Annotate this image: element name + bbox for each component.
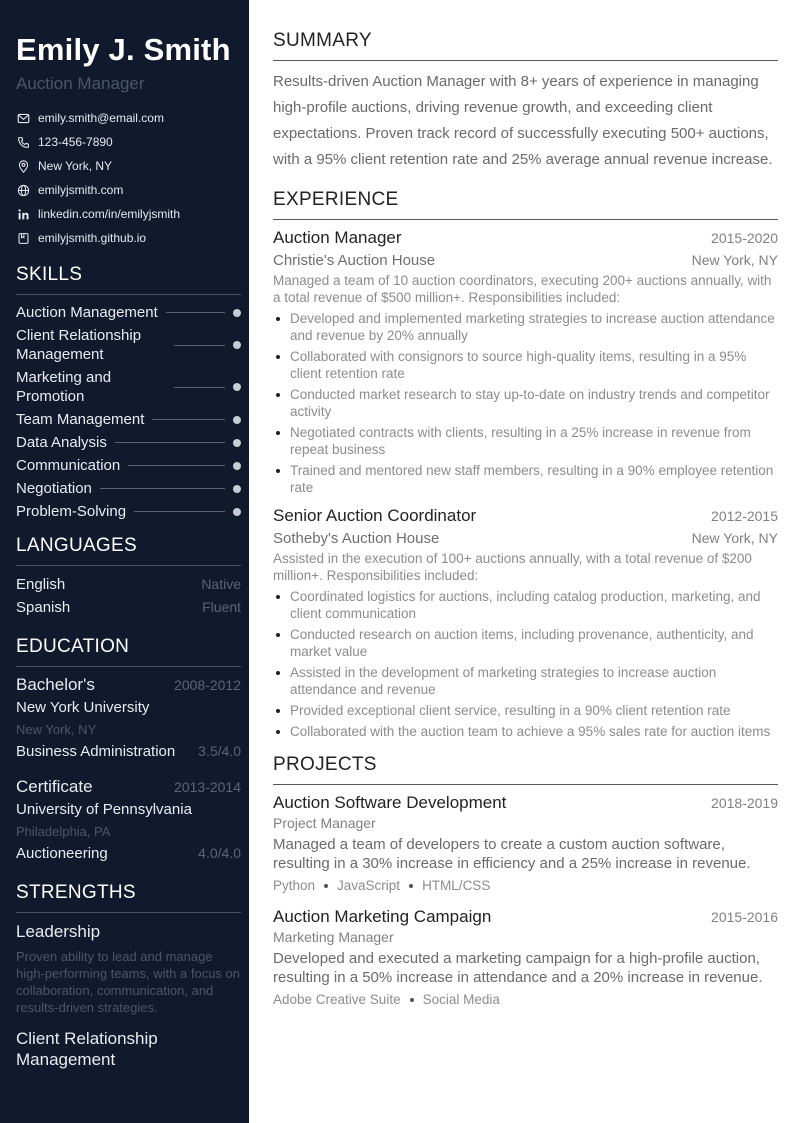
- skill-item: [16, 431, 241, 454]
- language-name: English: [16, 576, 66, 593]
- candidate-name: Emily J. Smith: [16, 32, 231, 67]
- job-bullet: Conducted market research to stay up-to-date on industry trends and competitor activity: [273, 386, 778, 420]
- project-description: Developed and executed a marketing campaign for a high-profile auction, resulting in a 50% increase in attendance and a 20% increase in revenue.: [273, 950, 763, 986]
- education-gpa: 4.0/4.0: [198, 845, 241, 861]
- skill-leader-line: [174, 387, 225, 388]
- tag-separator-dot: [409, 884, 413, 888]
- skill-label: Communication: [16, 457, 121, 474]
- job-entry: [273, 228, 778, 496]
- phone-icon: [16, 135, 30, 149]
- summary-heading: SUMMARY: [273, 30, 778, 61]
- experience-section: [273, 189, 778, 740]
- strength-title: Client Relationship Management: [16, 1029, 158, 1069]
- skill-level-dot: [233, 439, 241, 447]
- job-company: Sotheby's Auction House: [273, 530, 440, 547]
- project-description: Managed a team of developers to create a custom auction software, resulting in a 30% increase in efficiency and a 25% increase in revenue.: [273, 836, 751, 872]
- job-title: Auction Manager: [273, 228, 402, 247]
- education-dates: 2013-2014: [174, 779, 241, 795]
- job-bullets: [273, 588, 778, 740]
- skill-leader-line: [166, 312, 225, 313]
- tag-separator-dot: [324, 884, 328, 888]
- job-bullet: Collaborated with consignors to source high-quality items, resulting in a 95% client retention rate: [273, 348, 778, 382]
- project-tag: HTML/CSS: [422, 878, 491, 893]
- project-title: Auction Marketing Campaign: [273, 907, 492, 926]
- strength-item: [16, 1028, 196, 1070]
- project-role: Marketing Manager: [273, 929, 394, 945]
- project-tags: [273, 877, 778, 895]
- education-dates: 2008-2012: [174, 677, 241, 693]
- contact-phone-text: 123-456-7890: [38, 135, 113, 149]
- language-item: [16, 573, 241, 596]
- sidebar: [0, 0, 249, 1123]
- job-company: Christie's Auction House: [273, 252, 436, 269]
- skill-leader-line: [174, 345, 225, 346]
- project-entry: [273, 793, 778, 895]
- skill-item: [16, 500, 241, 523]
- job-bullet: Provided exceptional client service, resulting in a 90% client retention rate: [273, 702, 778, 719]
- skill-level-dot: [233, 508, 241, 516]
- skill-label: Data Analysis: [16, 434, 107, 451]
- strength-title: Leadership: [16, 922, 101, 941]
- job-location: New York, NY: [691, 252, 778, 268]
- summary-text: Results-driven Auction Manager with 8+ years of experience in managing high-profile auctions, driving revenue growth, and exceeding client expectations. Proven track record of successfully executing 500+ auctions, with a 95% client retention rate and 25% average annual revenue increase.: [273, 73, 773, 168]
- contact-email[interactable]: [16, 106, 241, 130]
- project-tag: Adobe Creative Suite: [273, 992, 401, 1007]
- contact-linkedin-text: linkedin.com/in/emilyjsmith: [38, 207, 181, 221]
- language-item: [16, 596, 241, 619]
- strength-description: Proven ability to lead and manage high-performing teams, with a focus on collaboration, communication, and results-driven strategies.: [16, 949, 240, 1015]
- job-bullet: Assisted in the development of marketing strategies to increase auction attendance and revenue: [273, 664, 778, 698]
- education-entry: [16, 673, 241, 763]
- education-entry: [16, 775, 241, 865]
- skill-level-dot: [233, 416, 241, 424]
- job-bullet: Developed and implemented marketing strategies to increase auction attendance and revenue by 20% annually: [273, 310, 778, 344]
- skill-label: Client Relationship Management: [16, 327, 142, 363]
- strength-item: [16, 921, 241, 1016]
- education-degree: Certificate: [16, 777, 93, 796]
- contact-location: [16, 154, 241, 178]
- skill-label: Auction Management: [16, 304, 158, 321]
- project-tag: Social Media: [422, 992, 500, 1007]
- github-icon: [16, 231, 30, 245]
- candidate-role: Auction Manager: [16, 74, 145, 93]
- skill-level-dot: [233, 485, 241, 493]
- job-description: Assisted in the execution of 100+ auctions annually, with a total revenue of $200 million+. Responsibilities included:: [273, 551, 752, 583]
- contact-website-text: emilyjsmith.com: [38, 183, 124, 197]
- skills-heading: SKILLS: [16, 264, 241, 295]
- skill-leader-line: [115, 442, 225, 443]
- job-bullets: [273, 310, 778, 496]
- skill-item: [16, 366, 241, 408]
- job-description: Managed a team of 10 auction coordinators, executing 200+ auctions annually, with a total revenue of $500 million+. Responsibilities included:: [273, 273, 772, 305]
- projects-section: [273, 754, 778, 1009]
- contact-website[interactable]: [16, 178, 241, 202]
- strengths-section: [16, 882, 241, 1070]
- skill-item: [16, 301, 241, 324]
- job-dates: 2015-2020: [711, 230, 778, 246]
- project-title: Auction Software Development: [273, 793, 507, 812]
- education-location: Philadelphia, PA: [16, 824, 111, 839]
- skill-level-dot: [233, 309, 241, 317]
- contact-github-text: emilyjsmith.github.io: [38, 231, 147, 245]
- languages-heading: LANGUAGES: [16, 535, 241, 566]
- job-dates: 2012-2015: [711, 508, 778, 524]
- education-institution: University of Pennsylvania: [16, 801, 192, 818]
- summary-section: [273, 30, 778, 173]
- job-bullet: Negotiated contracts with clients, resulting in a 25% increase in revenue from repeat business: [273, 424, 778, 458]
- education-gpa: 3.5/4.0: [198, 743, 241, 759]
- project-entry: [273, 907, 778, 1009]
- skill-item: [16, 324, 241, 366]
- education-degree: Bachelor's: [16, 675, 95, 694]
- language-name: Spanish: [16, 599, 71, 616]
- project-tag: JavaScript: [337, 878, 401, 893]
- contact-linkedin[interactable]: [16, 202, 241, 226]
- skill-leader-line: [134, 511, 225, 512]
- job-entry: [273, 506, 778, 740]
- skill-label: Problem-Solving: [16, 503, 127, 520]
- email-icon: [16, 111, 30, 125]
- skill-leader-line: [152, 419, 225, 420]
- skill-item: [16, 454, 241, 477]
- contact-list: [16, 106, 241, 250]
- job-location: New York, NY: [691, 530, 778, 546]
- language-level: Fluent: [202, 599, 241, 615]
- job-bullet: Conducted research on auction items, including provenance, authenticity, and market value: [273, 626, 778, 660]
- skills-section: [16, 264, 241, 523]
- languages-section: [16, 535, 241, 619]
- globe-icon: [16, 183, 30, 197]
- tag-separator-dot: [410, 998, 414, 1002]
- job-title: Senior Auction Coordinator: [273, 506, 477, 525]
- education-institution: New York University: [16, 699, 150, 716]
- skill-item: [16, 477, 241, 500]
- language-level: Native: [201, 576, 241, 592]
- contact-github[interactable]: [16, 226, 241, 250]
- skill-leader-line: [100, 488, 225, 489]
- projects-heading: PROJECTS: [273, 754, 778, 785]
- project-tags: [273, 991, 778, 1009]
- education-location: New York, NY: [16, 722, 97, 737]
- contact-location-text: New York, NY: [38, 159, 113, 173]
- project-tag: Python: [273, 878, 316, 893]
- linkedin-icon: [16, 207, 30, 221]
- education-field: Business Administration: [16, 743, 176, 760]
- education-heading: EDUCATION: [16, 636, 241, 667]
- project-dates: 2015-2016: [711, 909, 778, 925]
- project-role: Project Manager: [273, 815, 376, 831]
- experience-heading: EXPERIENCE: [273, 189, 778, 220]
- location-pin-icon: [16, 159, 30, 173]
- job-bullet: Coordinated logistics for auctions, including catalog production, marketing, and client communication: [273, 588, 778, 622]
- contact-email-text: emily.smith@email.com: [38, 111, 164, 125]
- skill-label: Negotiation: [16, 480, 92, 497]
- job-bullet: Collaborated with the auction team to achieve a 95% sales rate for auction items: [273, 723, 778, 740]
- skill-label: Marketing and Promotion: [16, 369, 112, 405]
- skill-level-dot: [233, 341, 241, 349]
- skill-item: [16, 408, 241, 431]
- education-field: Auctioneering: [16, 845, 108, 862]
- skill-leader-line: [128, 465, 225, 466]
- skills-list: [16, 301, 241, 523]
- project-dates: 2018-2019: [711, 795, 778, 811]
- education-section: [16, 636, 241, 865]
- job-bullet: Trained and mentored new staff members, resulting in a 90% employee retention rate: [273, 462, 778, 496]
- contact-phone[interactable]: [16, 130, 241, 154]
- skill-level-dot: [233, 462, 241, 470]
- skill-label: Team Management: [16, 411, 145, 428]
- skill-level-dot: [233, 383, 241, 391]
- main-content: [273, 30, 778, 1009]
- strengths-heading: STRENGTHS: [16, 882, 241, 913]
